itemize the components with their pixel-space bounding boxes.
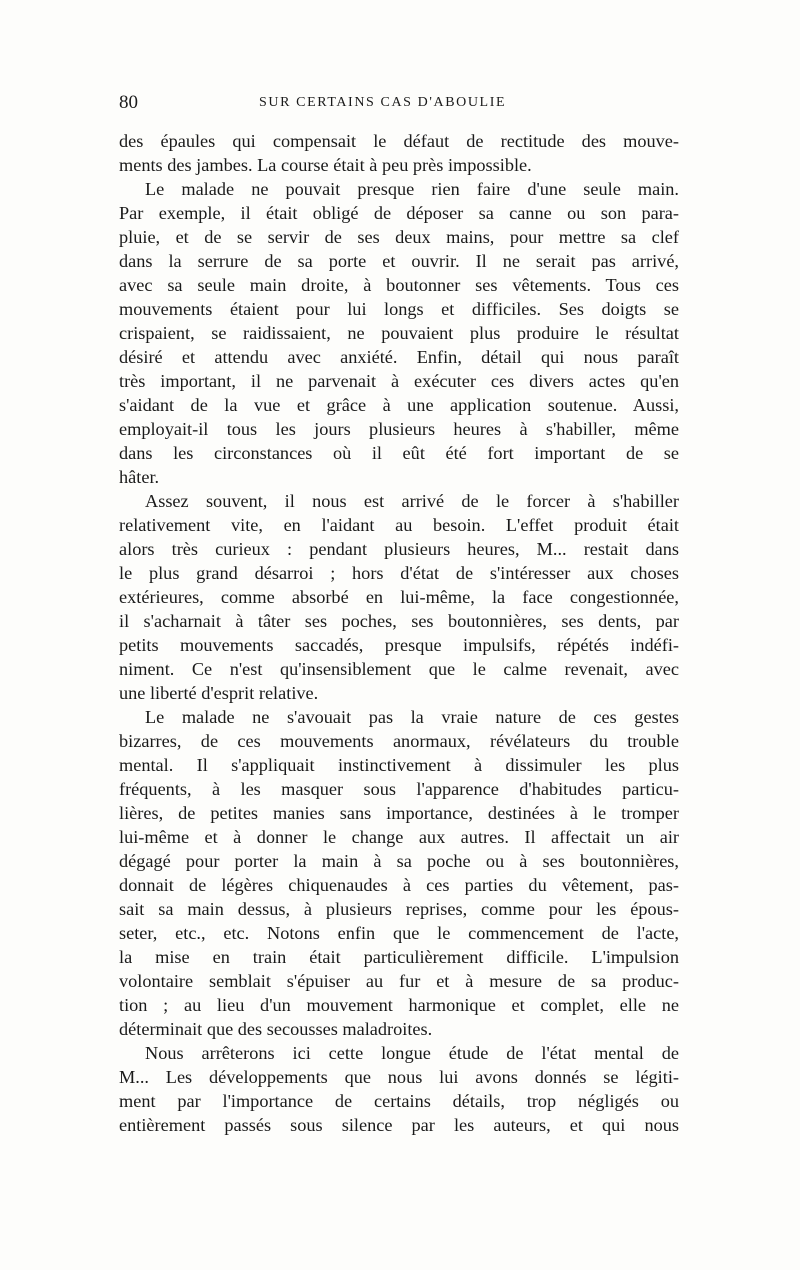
text-line: Le malade ne s'avouait pas la vraie nature de ces gestes	[145, 707, 679, 727]
text-line: il s'acharnait à tâter ses poches, ses boutonnières, ses dents, par	[119, 611, 679, 631]
text-line: déterminait que des secousses maladroites.	[119, 1019, 433, 1039]
text-line: crispaient, se raidissaient, ne pouvaient plus produire le résultat	[119, 323, 679, 343]
text-line: sait sa main dessus, à plusieurs reprises, comme pour les épous-	[119, 899, 679, 919]
text-line: volontaire semblait s'épuiser au fur et à mesure de sa produc-	[119, 971, 679, 991]
text-line: relativement vite, en l'aidant au besoin. L'effet produit était	[119, 515, 679, 535]
text-line: Le malade ne pouvait presque rien faire d'une seule main.	[145, 179, 679, 199]
text-line: dégagé pour porter la main à sa poche ou à ses boutonnières,	[119, 851, 679, 871]
text-line: Par exemple, il était obligé de déposer sa canne ou son para-	[119, 203, 679, 223]
text-line: le plus grand désarroi ; hors d'état de s'intéresser aux choses	[119, 563, 679, 583]
running-head	[119, 92, 679, 122]
page-number: 80	[119, 92, 138, 113]
text-line: la mise en train était particulièrement difficile. L'impulsion	[119, 947, 679, 967]
text-line: pluie, et de se servir de ses deux mains, pour mettre sa clef	[119, 227, 679, 247]
text-line: très important, il ne parvenait à exécuter ces divers actes qu'en	[119, 371, 679, 391]
text-line: hâter.	[119, 467, 160, 487]
text-line: niment. Ce n'est qu'insensiblement que le calme revenait, avec	[119, 659, 679, 679]
text-line: lui-même et à donner le change aux autres. Il affectait un air	[119, 827, 679, 847]
text-line: entièrement passés sous silence par les auteurs, et qui nous	[119, 1115, 679, 1135]
text-line: tion ; au lieu d'un mouvement harmonique et complet, elle ne	[119, 995, 679, 1015]
text-line: donnait de légères chiquenaudes à ces parties du vêtement, pas-	[119, 875, 679, 895]
text-line: désiré et attendu avec anxiété. Enfin, détail qui nous paraît	[119, 347, 679, 367]
text-line: extérieures, comme absorbé en lui-même, la face congestionnée,	[119, 587, 679, 607]
text-line: Assez souvent, il nous est arrivé de le forcer à s'habiller	[145, 491, 679, 511]
text-line: ments des jambes. La course était à peu près impossible.	[119, 155, 532, 175]
text-line: dans les circonstances où il eût été fort important de se	[119, 443, 679, 463]
text-line: mouvements étaient pour lui longs et difficiles. Ses doigts se	[119, 299, 679, 319]
body-text	[119, 129, 679, 1137]
text-line: avec sa seule main droite, à boutonner ses vêtements. Tous ces	[119, 275, 679, 295]
text-line: dans la serrure de sa porte et ouvrir. Il ne serait pas arrivé,	[119, 251, 679, 271]
text-line: ment par l'importance de certains détails, trop négligés ou	[119, 1091, 679, 1111]
text-line: employait-il tous les jours plusieurs heures à s'habiller, même	[119, 419, 679, 439]
text-line: une liberté d'esprit relative.	[119, 683, 319, 703]
text-line: fréquents, à les masquer sous l'apparence d'habitudes particu-	[119, 779, 679, 799]
text-line: bizarres, de ces mouvements anormaux, révélateurs du trouble	[119, 731, 679, 751]
book-page	[119, 92, 679, 1137]
text-line: seter, etc., etc. Notons enfin que le commencement de l'acte,	[119, 923, 679, 943]
text-line: des épaules qui compensait le défaut de rectitude des mouve-	[119, 131, 679, 151]
text-line: alors très curieux : pendant plusieurs heures, M... restait dans	[119, 539, 679, 559]
text-line: mental. Il s'appliquait instinctivement à dissimuler les plus	[119, 755, 679, 775]
text-line: Nous arrêterons ici cette longue étude de l'état mental de	[145, 1043, 679, 1063]
text-line: petits mouvements saccadés, presque impulsifs, répétés indéfi-	[119, 635, 679, 655]
text-line: s'aidant de la vue et grâce à une application soutenue. Aussi,	[119, 395, 679, 415]
running-title: SUR CERTAINS CAS D'ABOULIE	[259, 95, 507, 110]
text-line: M... Les développements que nous lui avons donnés se légiti-	[119, 1067, 679, 1087]
text-line: lières, de petites manies sans importance, destinées à le tromper	[119, 803, 679, 823]
